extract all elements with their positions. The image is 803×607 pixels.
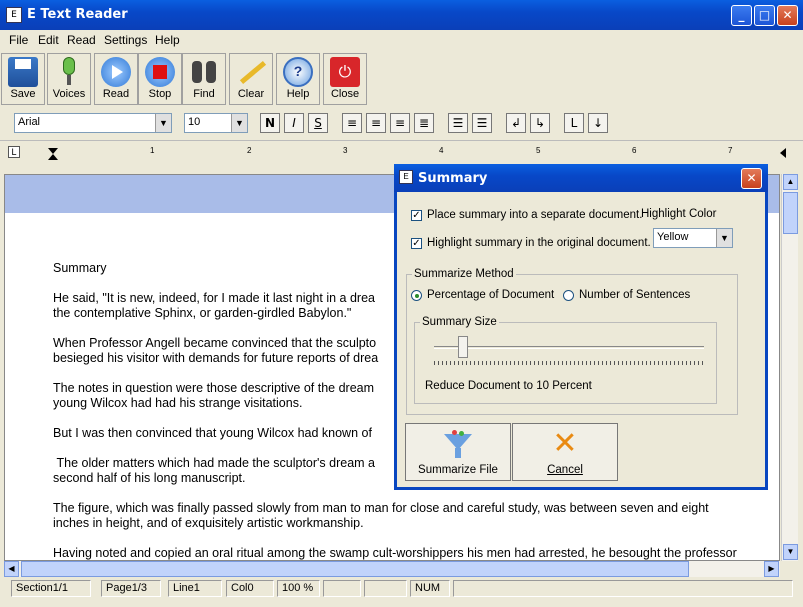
summarize-file-label: Summarize File [418,464,498,476]
vertical-scroll-thumb[interactable] [783,192,798,234]
justify-button[interactable] [414,113,434,133]
minimize-button[interactable]: _ [731,5,752,26]
paragraph: But I was then convinced that young Wilcox had known of [53,426,372,440]
left-indent-marker[interactable] [48,154,58,160]
horizontal-scrollbar[interactable] [4,561,780,577]
paragraph: The older matters which had made the sculptor's dream a second half of his long manuscript. [53,456,375,485]
align-right-icon: ≡ [370,116,382,130]
slider-ticks [434,361,704,365]
ruler-number: 1 [150,146,155,155]
close-button[interactable] [323,53,367,105]
right-indent-marker[interactable] [780,148,786,158]
binoculars-icon [189,57,219,87]
stop-button[interactable] [138,53,182,105]
highlight-label: Highlight summary in the original document. [427,237,651,249]
numbered-list-button[interactable] [448,113,468,133]
font-size-select[interactable] [184,113,248,133]
status-line: Line1 [168,580,222,597]
numbered-list-icon: ☰ [452,116,464,130]
menu-file[interactable]: File [9,33,29,47]
find-label: Find [193,88,215,100]
sentences-label: Number of Sentences [579,289,691,301]
status-empty [364,580,407,597]
menu-read[interactable]: Read [67,33,96,47]
paragraph: Summary [53,261,107,275]
paragraph: When Professor Angell became convinced that the sculpto besieged his visitor with demands for future reports of drea [53,336,379,365]
italic-button[interactable]: I [284,113,304,133]
summary-size-slider-thumb[interactable] [458,336,468,358]
underline-button[interactable]: S [308,113,328,133]
paragraph: The notes in question were those descriptive of the dream young Wilcox had had his strange visitations. [53,381,375,410]
bold-button[interactable]: N [260,113,280,133]
window-title: E Text Reader [27,7,128,22]
maximize-button[interactable]: □ [754,5,775,26]
close-label: Close [330,88,360,100]
arrow-down-icon: ↓ [592,116,604,130]
ruler-number: 7 [728,146,733,155]
dialog-title-bar [394,164,768,192]
justify-icon: ≣ [418,116,430,130]
app-icon: E [6,7,22,23]
save-button[interactable] [1,53,45,105]
cancel-button[interactable] [512,423,618,481]
bullet-list-button[interactable] [472,113,492,133]
align-center-button[interactable] [390,113,410,133]
cancel-x-icon: ✕ [552,426,578,461]
sentences-radio[interactable] [563,290,574,301]
outdent-button[interactable] [506,113,526,133]
format-toolbar [0,110,803,136]
status-empty [453,580,793,597]
help-icon: ? [283,57,313,87]
ruler-number: 5 [536,146,541,155]
scroll-left-button[interactable]: ◀ [4,561,19,577]
paragraph: Having noted and copied an oral ritual among the swamp cult-worshippers his men had arrested, he besought the professor [53,546,737,560]
tab-type-icon[interactable]: L [8,146,20,158]
summary-size-slider-track[interactable] [434,346,704,349]
main-toolbar [0,52,803,108]
ruler[interactable] [0,140,803,164]
status-bar [0,578,803,598]
summary-dialog [394,164,768,490]
ruler-number: 6 [632,146,637,155]
separate-doc-checkbox[interactable]: ✓ [412,210,421,221]
vertical-scrollbar[interactable] [781,174,798,561]
highlight-checkbox[interactable]: ✓ [412,238,421,249]
indent-icon: ↳ [534,116,546,130]
percentage-label: Percentage of Document [427,289,555,301]
percentage-radio[interactable] [411,290,422,301]
summary-size-legend: Summary Size [422,316,497,328]
chevron-down-icon: ▼ [231,114,247,132]
find-button[interactable] [182,53,226,105]
status-empty [323,580,361,597]
menu-settings[interactable]: Settings [104,33,148,47]
highlight-color-value: Yellow [657,231,689,243]
scroll-down-button[interactable]: ▼ [783,544,798,560]
status-col: Col0 [226,580,274,597]
status-num: NUM [410,580,450,597]
chevron-down-icon: ▼ [155,114,171,132]
floppy-icon [8,57,38,87]
menu-bar [0,30,803,50]
status-page: Page1/3 [101,580,161,597]
font-value: Arial [18,116,41,128]
bullet-list-icon: ☰ [476,116,488,130]
font-size-value: 10 [188,116,201,128]
clear-label: Clear [237,88,265,100]
power-icon: ⏻ [330,57,360,87]
app-icon: E [399,170,413,184]
highlight-color-label: Highlight Color [641,208,717,220]
close-window-button[interactable]: ✕ [777,5,798,26]
pencil-icon [236,57,266,87]
voices-button[interactable] [47,53,91,105]
paragraph: He said, "It is new, indeed, for I made it last night in a drea the contemplative Sphinx, or garden-girdled Babylon." [53,291,375,320]
play-icon [101,57,131,87]
tab-stop-icon: L [570,116,578,130]
menu-help[interactable]: Help [155,33,180,47]
stop-icon [145,57,175,87]
clear-button[interactable] [229,53,273,105]
stop-label: Stop [148,88,172,100]
summarize-file-button[interactable] [405,423,511,481]
highlight-color-select[interactable] [653,228,733,248]
read-label: Read [102,88,130,100]
ruler-number: 2 [247,146,252,155]
summarize-method-legend: Summarize Method [414,268,514,280]
save-label: Save [10,88,36,100]
status-zoom: 100 % [277,580,320,597]
dialog-close-button[interactable]: ✕ [741,168,762,189]
chevron-down-icon: ▼ [716,229,732,247]
separate-doc-label: Place summary into a separate document. [427,209,643,221]
help-button[interactable] [276,53,320,105]
voices-label: Voices [52,88,86,100]
status-section: Section1/1 [11,580,91,597]
paragraph: The figure, which was finally passed slowly from man to man for close and careful study, was between seven and eight inches in height, and of exquisitely artistic workmanship. [53,501,709,530]
dialog-title: Summary [418,171,488,186]
ruler-number: 4 [439,146,444,155]
summary-size-readout: Reduce Document to 10 Percent [425,380,592,392]
indent-button[interactable] [530,113,550,133]
title-bar [0,0,803,30]
tab-stop-button[interactable] [564,113,584,133]
funnel-icon [444,430,472,458]
align-left-icon: ≡ [346,116,358,130]
ruler-number: 3 [343,146,348,155]
font-select[interactable] [14,113,172,133]
scroll-up-button[interactable]: ▲ [783,174,798,190]
align-right-button[interactable] [366,113,386,133]
help-label: Help [286,88,310,100]
horizontal-scroll-thumb[interactable] [21,561,689,577]
scroll-right-button[interactable]: ▶ [764,561,779,577]
read-button[interactable] [94,53,138,105]
menu-edit[interactable]: Edit [38,33,59,47]
cancel-label: Cancel [547,464,583,476]
microphone-icon [54,57,84,87]
outdent-icon: ↲ [510,116,522,130]
align-left-button[interactable] [342,113,362,133]
align-center-icon: ≡ [394,116,406,130]
paragraph-down-button[interactable] [588,113,608,133]
